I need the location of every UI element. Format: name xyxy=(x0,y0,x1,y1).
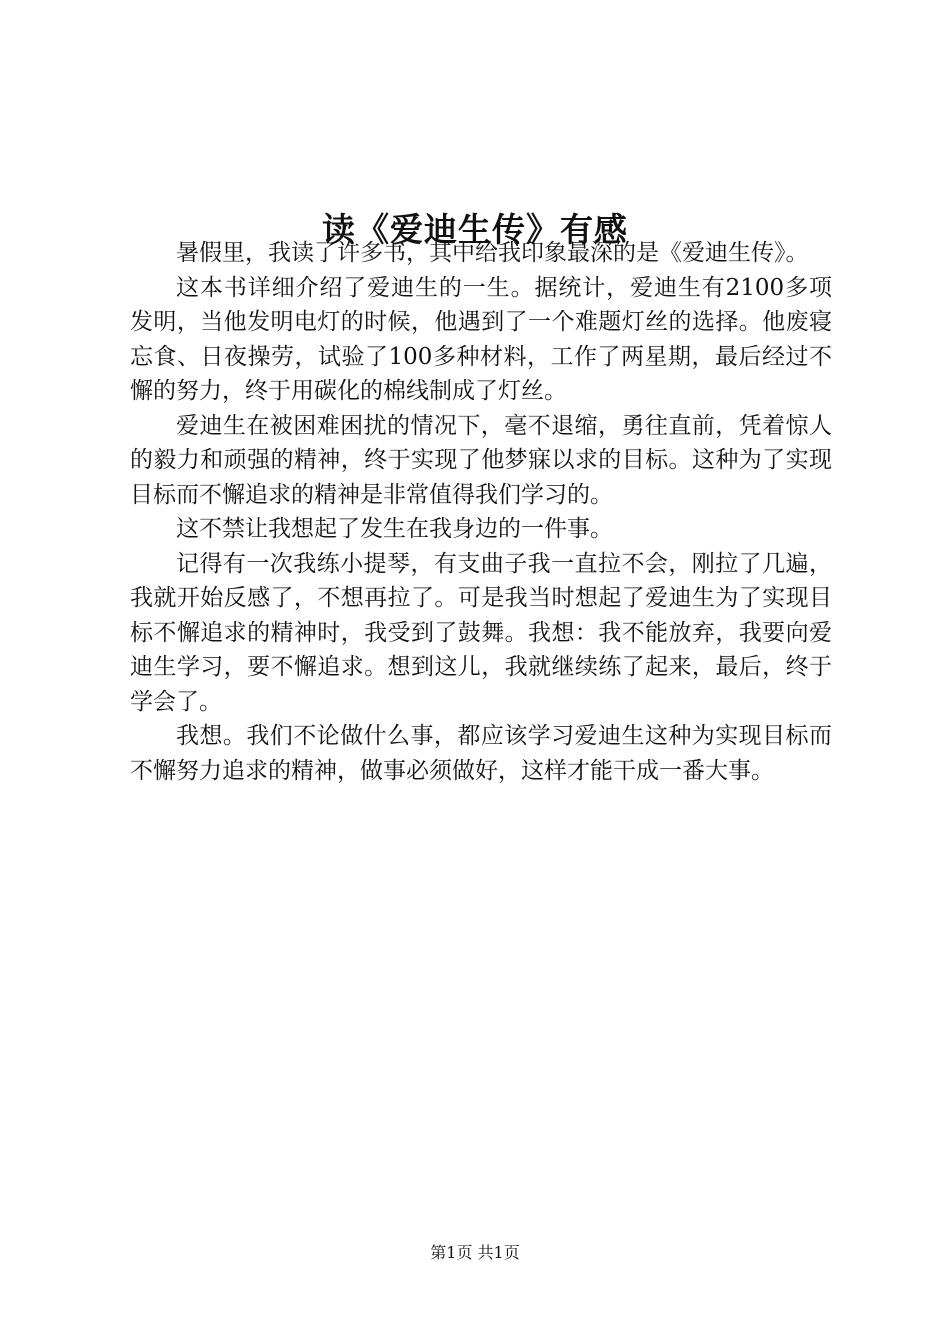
paragraph-4: 这不禁让我想起了发生在我身边的一件事。 xyxy=(176,516,613,542)
paragraph-2: 这本书详细介绍了爱迪生的一生。据统计，爱迪生有2100多项发明，当他发明电灯的时候，他遇到了一个难题灯丝的选择。他废寝忘食、日夜操劳，试验了100多种材料，工作了两星期，最后经过不懈的努力，终于用碳化的棉线制成了灯丝。 xyxy=(130,274,832,404)
paragraph-5: 记得有一次我练小提琴，有支曲子我一直拉不会，刚拉了几遍，我就开始反感了，不想再拉了。可是我当时想起了爱迪生为了实现目标不懈追求的精神时，我受到了鼓舞。我想：我不能放弃，我要向爱迪生学习，要不懈追求。想到这儿，我就继续练了起来，最后，终于学会了。 xyxy=(130,550,832,715)
document-title: 读《爱迪生传》有感 xyxy=(322,210,628,250)
document-body xyxy=(130,236,832,788)
paragraph-6: 我想。我们不论做什么事，都应该学习爱迪生这种为实现目标而不懈努力追求的精神，做事必须做好，这样才能干成一番大事。 xyxy=(130,723,832,784)
page-footer: 第1页 共1页 xyxy=(430,1243,520,1262)
paragraph-1: 暑假里，我读了许多书，其中给我印象最深的是《爱迪生传》。 xyxy=(176,240,809,266)
paragraph-3: 爱迪生在被困难困扰的情况下，毫不退缩，勇往直前，凭着惊人的毅力和顽强的精神，终于实现了他梦寐以求的目标。这种为了实现目标而不懈追求的精神是非常值得我们学习的。 xyxy=(130,412,832,508)
